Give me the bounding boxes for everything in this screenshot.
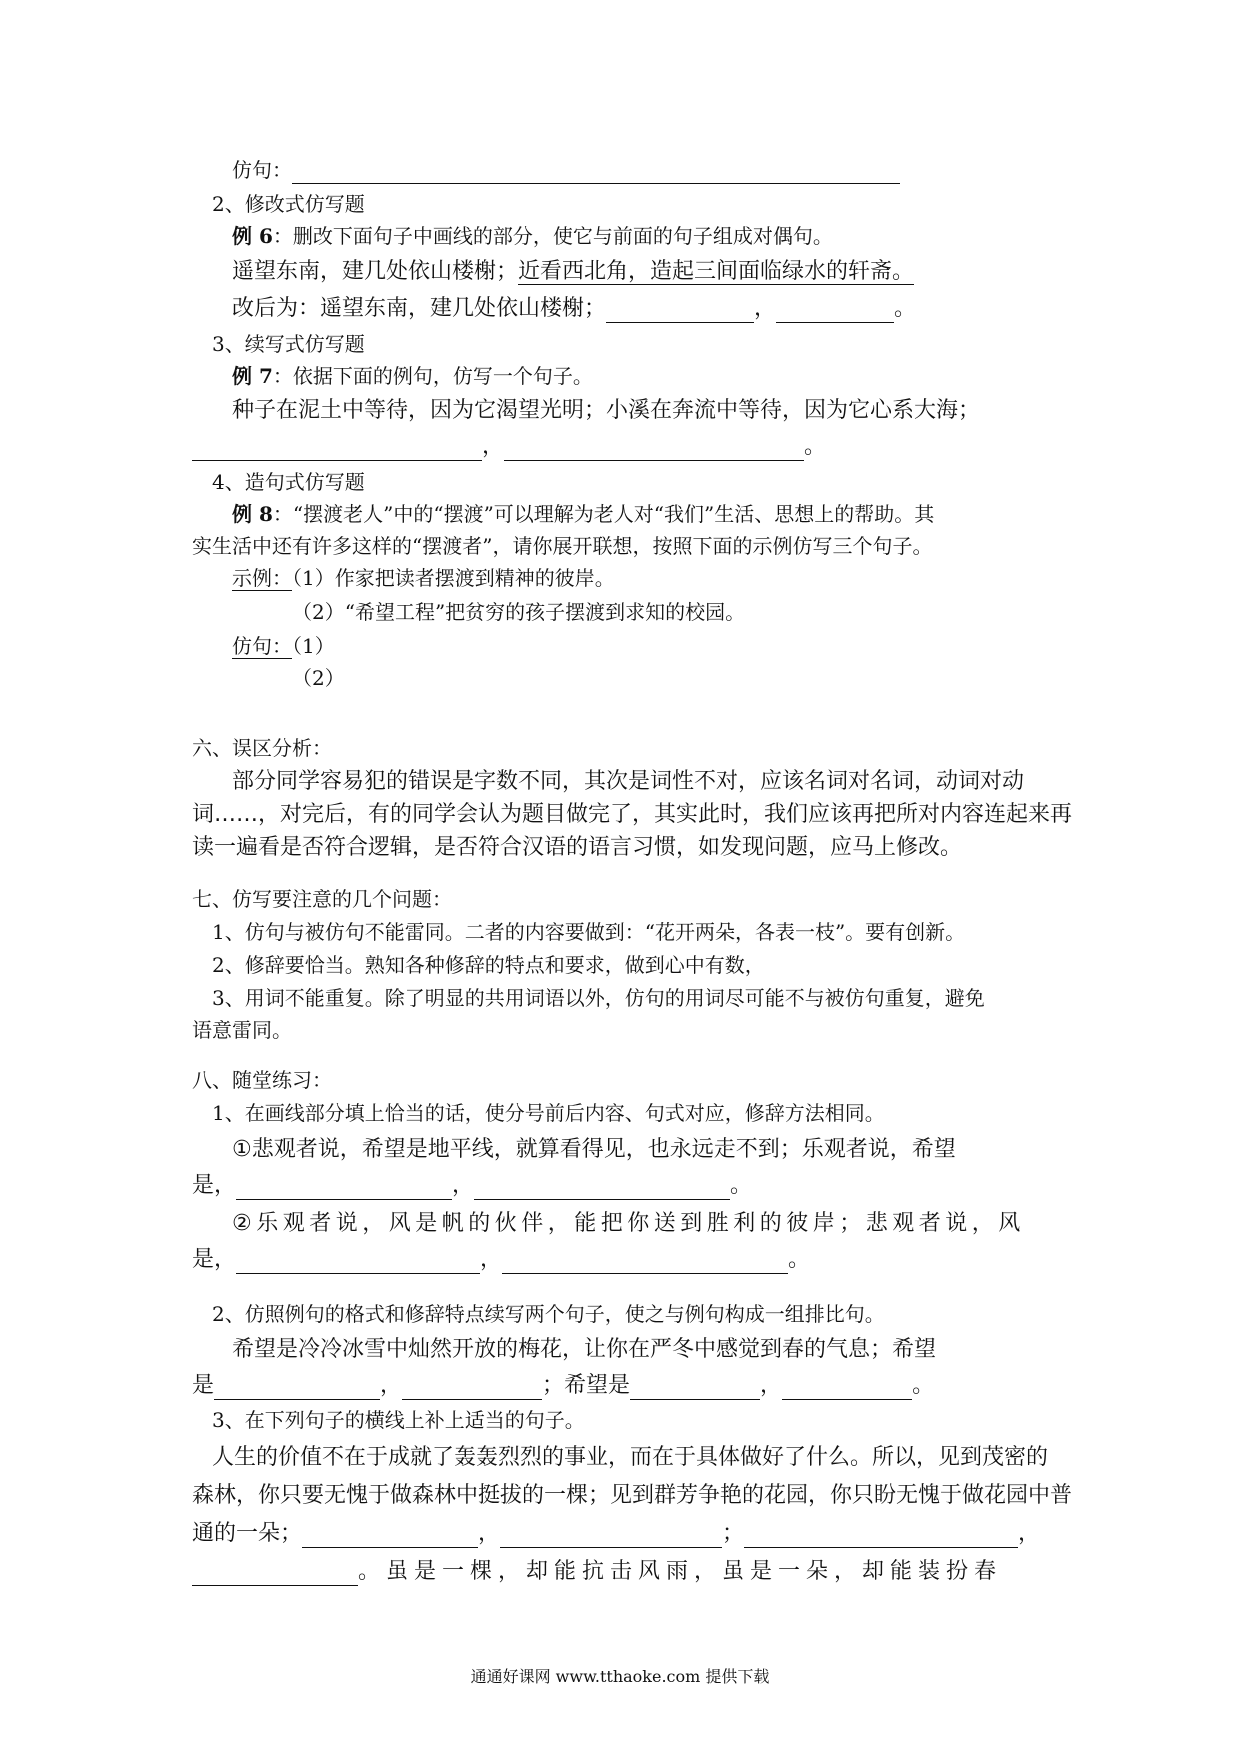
fangju-line <box>232 156 900 184</box>
answer-blank[interactable] <box>236 1179 452 1200</box>
answer-blank[interactable] <box>776 302 894 323</box>
period: 。 <box>804 434 827 459</box>
q4-line3 <box>192 1520 1040 1548</box>
comma: ， <box>452 1173 475 1198</box>
shili-line1 <box>232 564 615 592</box>
period: 。 <box>788 1247 811 1272</box>
section-6-line1: 部分同学容易犯的错误是字数不同，其次是词性不对，应该名词对名词，动词对动 <box>232 769 1025 794</box>
answer-blank[interactable] <box>192 440 482 461</box>
q3-mid: ；希望是 <box>542 1373 631 1398</box>
q4-prefix: 通的一朵； <box>192 1521 303 1546</box>
example-7-answer <box>192 433 826 461</box>
comma: ， <box>480 1247 503 1272</box>
comma: ， <box>754 296 777 321</box>
shili-label: 示例： <box>232 566 292 590</box>
example-6-underlined: 近看西北角，造起三间面临绿水的轩斋。 <box>518 259 915 284</box>
example-7-sentence: 种子在泥土中等待，因为它渴望光明；小溪在奔流中等待，因为它心系大海； <box>232 398 981 423</box>
semicolon: ； <box>722 1521 745 1546</box>
period: 。 <box>730 1173 753 1198</box>
answer-blank[interactable] <box>402 1379 542 1400</box>
example-6-text: ：删改下面句子中画线的部分，使它与前面的句子组成对偶句。 <box>272 224 833 248</box>
q2-line2 <box>192 1246 810 1274</box>
q4-line2: 森林，你只要无愧于做森林中挺拔的一棵；见到群芳争艳的花园，你只盼无愧于做花园中普 <box>192 1483 1073 1508</box>
comma: ， <box>482 434 505 459</box>
answer-blank[interactable] <box>474 1179 730 1200</box>
example-6-sentence <box>232 258 914 286</box>
example-7-label: 例 7 <box>232 364 273 388</box>
section-7-item3a: 3、用词不能重复。除了明显的共用词语以外，仿句的用词尽可能不与被仿句重复，避免 <box>212 986 985 1010</box>
q1-line2 <box>192 1172 752 1200</box>
section-4-title: 4、造句式仿写题 <box>212 470 365 494</box>
answer-blank[interactable] <box>782 1379 912 1400</box>
q1-prefix: 是， <box>192 1173 237 1198</box>
fangju-label: 仿句： <box>232 158 292 182</box>
section-8-title: 八、随堂练习： <box>192 1068 332 1092</box>
answer-blank[interactable] <box>630 1379 760 1400</box>
fangju2-p2: （2） <box>292 666 345 690</box>
fangju2-line1 <box>232 632 335 660</box>
example-6-part-a: 遥望东南，建几处依山楼榭； <box>232 259 519 284</box>
example-6-label: 例 6 <box>232 224 273 248</box>
answer-blank[interactable] <box>302 1527 478 1548</box>
q3-line2 <box>192 1372 934 1400</box>
section-7-title: 七、仿写要注意的几个问题： <box>192 887 452 911</box>
q4-tail: 。虽是一棵，却能抗击风雨，虽是一朵，却能装扮春 <box>358 1559 1003 1584</box>
example-8-line2: 实生活中还有许多这样的“摆渡者”，请你展开联想，按照下面的示例仿写三个句子。 <box>192 534 933 558</box>
answer-blank[interactable] <box>502 1253 788 1274</box>
q1-line1: ①悲观者说，希望是地平线，就算看得见，也永远走不到；乐观者说，希望 <box>232 1137 956 1162</box>
answer-blank[interactable] <box>500 1527 722 1548</box>
comma: ， <box>760 1373 783 1398</box>
q3-prefix: 是 <box>192 1373 215 1398</box>
example-7 <box>232 362 593 390</box>
section-2-title: 2、修改式仿写题 <box>212 192 365 216</box>
section-8-q2-instruction: 2、仿照例句的格式和修辞特点续写两个句子，使之与例句构成一组排比句。 <box>212 1302 885 1326</box>
answer-blank[interactable] <box>236 1253 480 1274</box>
example-8-line1 <box>232 500 934 528</box>
example-8-label: 例 8 <box>232 502 273 526</box>
example-8-text1: ：“摆渡老人”中的“摆渡”可以理解为老人对“我们”生活、思想上的帮助。其 <box>272 502 935 526</box>
period: 。 <box>894 296 917 321</box>
fangju2-label: 仿句： <box>232 634 292 658</box>
q3-line1: 希望是冷冷冰雪中灿然开放的梅花，让你在严冬中感觉到春的气息；希望 <box>232 1337 937 1362</box>
section-7-item1: 1、仿句与被仿句不能雷同。二者的内容要做到：“花开两朵，各表一枝”。要有创新。 <box>212 920 966 944</box>
q4-line4 <box>192 1558 1002 1586</box>
answer-blank[interactable] <box>744 1527 1018 1548</box>
section-8-q1-instruction: 1、在画线部分填上恰当的话，使分号前后内容、句式对应，修辞方法相同。 <box>212 1101 885 1125</box>
example-6-after <box>232 295 916 323</box>
section-8-q3-instruction: 3、在下列句子的横线上补上适当的句子。 <box>212 1408 585 1432</box>
shili-1: （1）作家把读者摆渡到精神的彼岸。 <box>292 566 615 590</box>
page-footer: 通通好课网 www.tthaoke.com 提供下载 <box>470 1667 770 1686</box>
section-3-title: 3、续写式仿写题 <box>212 332 365 356</box>
section-6-line3: 读一遍看是否符合逻辑，是否符合汉语的语言习惯，如发现问题，应马上修改。 <box>192 835 963 860</box>
section-7-item2: 2、修辞要恰当。熟知各种修辞的特点和要求，做到心中有数， <box>212 953 765 977</box>
q2-line1: ②乐观者说，风是帆的伙伴，能把你送到胜利的彼岸；悲观者说，风 <box>232 1211 1025 1236</box>
fangju2-p1: （1） <box>292 634 335 658</box>
q4-line1: 人生的价值不在于成就了轰轰烈烈的事业，而在于具体做好了什么。所以，见到茂密的 <box>212 1445 1049 1470</box>
answer-blank[interactable] <box>214 1379 380 1400</box>
section-7-item3b: 语意雷同。 <box>192 1018 292 1042</box>
answer-blank[interactable] <box>292 163 900 184</box>
period: 。 <box>912 1373 935 1398</box>
section-6-line2: 词……，对完后，有的同学会认为题目做完了，其实此时，我们应该再把所对内容连起来再 <box>192 802 1073 827</box>
answer-blank[interactable] <box>606 302 754 323</box>
example-6 <box>232 222 833 250</box>
q2-prefix: 是， <box>192 1247 237 1272</box>
example-6-after-text: 改后为：遥望东南，建几处依山楼榭； <box>232 296 607 321</box>
comma: ， <box>1018 1521 1041 1546</box>
comma: ， <box>380 1373 403 1398</box>
section-6-title: 六、误区分析： <box>192 736 332 760</box>
answer-blank[interactable] <box>192 1565 358 1586</box>
example-7-text: ：依据下面的例句，仿写一个句子。 <box>272 364 593 388</box>
answer-blank[interactable] <box>504 440 804 461</box>
shili-2: （2）“希望工程”把贫穷的孩子摆渡到求知的校园。 <box>292 600 746 624</box>
comma: ， <box>478 1521 501 1546</box>
